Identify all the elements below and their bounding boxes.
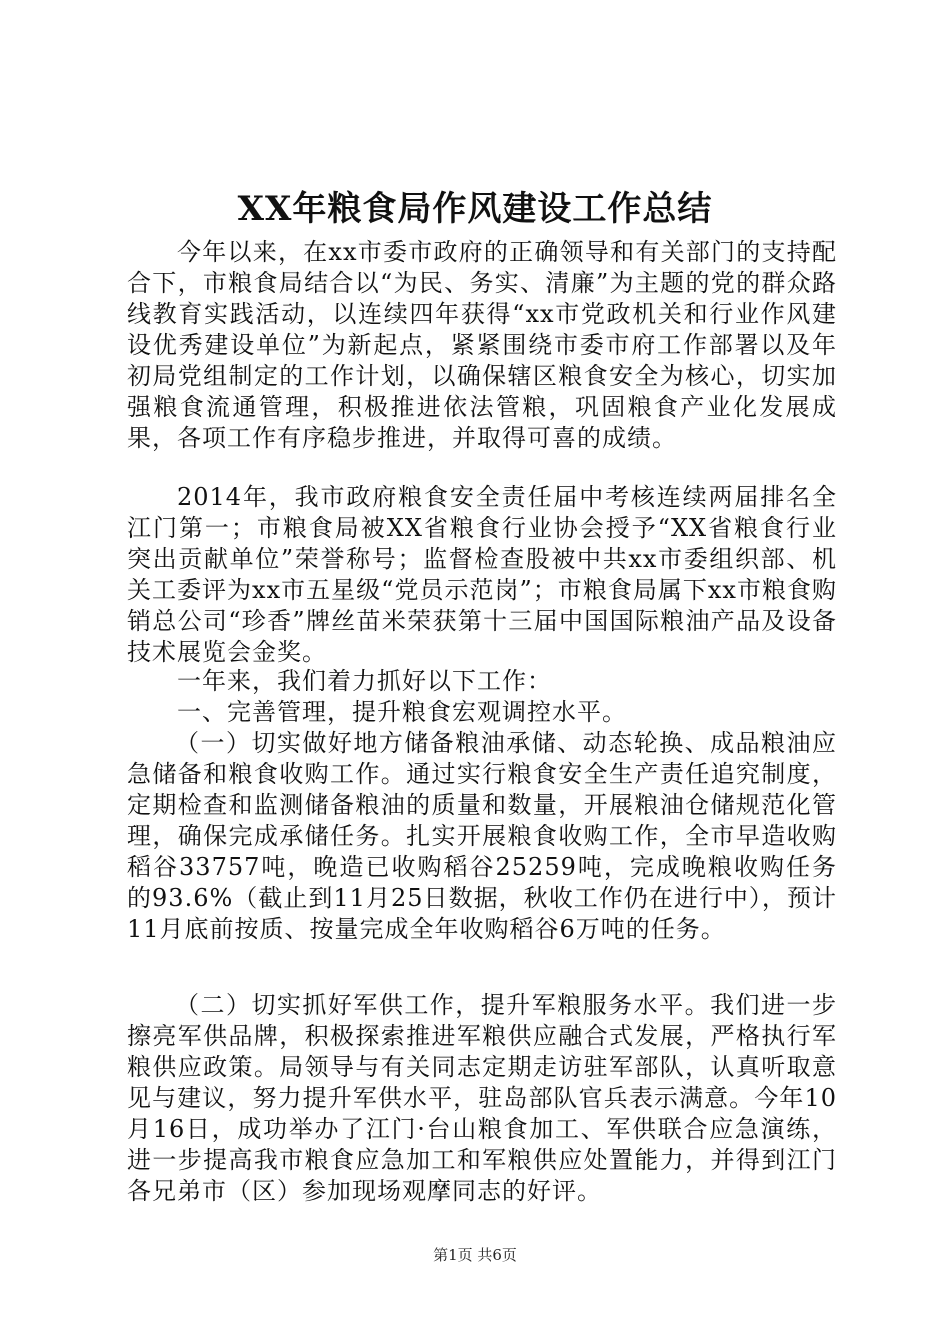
paragraph-work-intro: 一年来，我们着力抓好以下工作：	[177, 667, 552, 695]
paragraph-subsection-2: （二）切实抓好军供工作，提升军粮服务水平。我们进一步擦亮军供品牌，积极探索推进军粮供应融合式发展，严格执行军粮供应政策。局领导与有关同志定期走访驻军部队，认真听取意见与建议，努力提升军供水平，驻岛部队官兵表示满意。今年10月16日，成功举办了江门·台山粮食加工、军供联合应急演练，进一步提高我市粮食应急加工和军粮供应处置能力，并得到江门各兄弟市（区）参加现场观摩同志的好评。	[127, 991, 837, 1205]
paragraph-honors: 2014年，我市政府粮食安全责任届中考核连续两届排名全江门第一；市粮食局被XX省粮食行业协会授予“XX省粮食行业突出贡献单位”荣誉称号；监督检查股被中共xx市委组织部、机关工委评为xx市五星级“党员示范岗”；市粮食局属下xx市粮食购销总公司“珍香”牌丝苗米荣获第十三届中国国际粮油产品及设备技术展览会金奖。	[127, 483, 837, 666]
section-heading-1: 一、完善管理，提升粮食宏观调控水平。	[177, 698, 627, 726]
paragraph-intro: 今年以来，在xx市委市政府的正确领导和有关部门的支持配合下，市粮食局结合以“为民、务实、清廉”为主题的党的群众路线教育实践活动，以连续四年获得“xx市党政机关和行业作风建设优秀建设单位”为新起点，紧紧围绕市委市府工作部署以及年初局党组制定的工作计划，以确保辖区粮食安全为核心，切实加强粮食流通管理，积极推进依法管粮，巩固粮食产业化发展成果，各项工作有序稳步推进，并取得可喜的成绩。	[127, 238, 837, 452]
page-footer: 第1页 共6页	[433, 1246, 517, 1264]
document-title: XX年粮食局作风建设工作总结	[237, 189, 713, 229]
paragraph-subsection-1: （一）切实做好地方储备粮油承储、动态轮换、成品粮油应急储备和粮食收购工作。通过实行粮食安全生产责任追究制度，定期检查和监测储备粮油的质量和数量，开展粮油仓储规范化管理，确保完成承储任务。扎实开展粮食收购工作，全市早造收购稻谷33757吨，晚造已收购稻谷25259吨，完成晚粮收购任务的93.6%（截止到11月25日数据，秋收工作仍在进行中），预计11月底前按质、按量完成全年收购稻谷6万吨的任务。	[127, 729, 837, 943]
